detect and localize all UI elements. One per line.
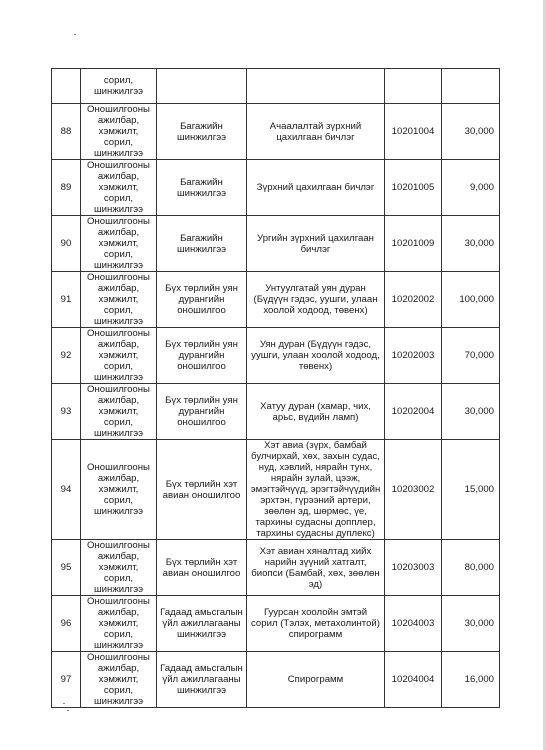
table-row: [52, 596, 500, 652]
table-row: [52, 328, 500, 384]
scan-speck: [63, 703, 65, 704]
price-cell: 80,000: [442, 540, 500, 596]
table-row: [52, 540, 500, 596]
category-text: сорил, шинжилгээ: [93, 75, 144, 97]
service-cell: Ачаалалтай зүрхний цахилгаан бичлэг: [247, 104, 385, 160]
category-cell: Оношилгооны ажилбар, хэмжилт, сорил, шинжилгээ: [81, 384, 157, 440]
table-row: [52, 272, 500, 328]
service-cell: Унтуулгатай уян дуран (Бүдүүн гэдэс, уушги, улаан хоолой ходоод, төвенх): [247, 272, 385, 328]
category-cell: Оношилгооны ажилбар, хэмжилт, сорил, шинжилгээ: [81, 440, 157, 540]
category-cell: Оношилгооны ажилбар, хэмжилт, сорил, шинжилгээ: [81, 160, 157, 216]
group-cell: Бүх төрлийн уян дурангийн оношилгоо: [157, 384, 247, 440]
row-number-cell: [52, 69, 81, 104]
group-cell: Бүх төрлийн хэт авиан оношилгоо: [157, 440, 247, 540]
price-cell: 100,000: [442, 272, 500, 328]
table-row: [52, 160, 500, 216]
row-number-cell: 89: [52, 160, 81, 216]
price-cell: 15,000: [442, 440, 500, 540]
code-cell: 10202002: [385, 272, 442, 328]
group-cell: Гадаад амьсгалын үйл ажиллагааны шинжилгээ: [157, 652, 247, 708]
category-cell: Оношилгооны ажилбар, хэмжилт, сорил, шинжилгээ: [81, 104, 157, 160]
row-number-cell: 96: [52, 596, 81, 652]
category-cell: Оношилгооны ажилбар, хэмжилт, сорил, шинжилгээ: [81, 652, 157, 708]
group-cell: Багажийн шинжилгээ: [157, 104, 247, 160]
code-cell: [385, 69, 442, 104]
row-number-cell: 88: [52, 104, 81, 160]
table-row: [52, 652, 500, 708]
service-cell: Хатуу дуран (хамар, чих, арьс, вүдийн ламп): [247, 384, 385, 440]
code-cell: 10201004: [385, 104, 442, 160]
code-cell: 10204003: [385, 596, 442, 652]
row-number-cell: 90: [52, 216, 81, 272]
code-cell: 10204004: [385, 652, 442, 708]
row-number-cell: 94: [52, 440, 81, 540]
price-cell: 9,000: [442, 160, 500, 216]
code-cell: 10203002: [385, 440, 442, 540]
category-cell: Оношилгооны ажилбар, хэмжилт, сорил, шинжилгээ: [81, 272, 157, 328]
price-cell: 30,000: [442, 104, 500, 160]
service-cell: Гуурсан хоолойн эмтэй сорил (Тэлэх, метахолинтой) спирограмм: [247, 596, 385, 652]
service-cell: Спирограмм: [247, 652, 385, 708]
code-cell: 10201009: [385, 216, 442, 272]
row-number-cell: 93: [52, 384, 81, 440]
price-cell: 30,000: [442, 596, 500, 652]
scan-speck: [67, 710, 69, 711]
price-cell: 16,000: [442, 652, 500, 708]
row-number-cell: 92: [52, 328, 81, 384]
category-cell: Оношилгооны ажилбар, хэмжилт, сорил, шинжилгээ: [81, 596, 157, 652]
service-cell: [247, 69, 385, 104]
group-cell: [157, 69, 247, 104]
group-cell: Бүх төрлийн уян дурангийн оношилгоо: [157, 272, 247, 328]
price-cell: [442, 69, 500, 104]
code-cell: 10201005: [385, 160, 442, 216]
category-cell: Оношилгооны ажилбар, хэмжилт, сорил, шинжилгээ: [81, 216, 157, 272]
price-table: [51, 68, 500, 708]
price-cell: 30,000: [442, 384, 500, 440]
service-cell: Ургийн зүрхний цахилгаан бичлэг: [247, 216, 385, 272]
group-cell: Гадаад амьсгалын үйл ажиллагааны шинжилгээ: [157, 596, 247, 652]
group-cell: Бүх төрлийн хэт авиан оношилгоо: [157, 540, 247, 596]
row-number-cell: 95: [52, 540, 81, 596]
category-cell: Оношилгооны ажилбар, хэмжилт, сорил, шинжилгээ: [81, 540, 157, 596]
category-cell: [81, 69, 157, 104]
service-cell: Уян дуран (Бүдүүн гэдэс, уушги, улаан хоолой ходоод, төвенх): [247, 328, 385, 384]
row-number-cell: 97: [52, 652, 81, 708]
group-cell: Багажийн шинжилгээ: [157, 160, 247, 216]
price-cell: 70,000: [442, 328, 500, 384]
code-cell: 10202003: [385, 328, 442, 384]
scan-speck: [74, 34, 76, 35]
category-cell: Оношилгооны ажилбар, хэмжилт, сорил, шинжилгээ: [81, 328, 157, 384]
code-cell: 10203003: [385, 540, 442, 596]
service-cell: Хэт авиан хяналтад хийх нарийн зүүний хатгалт, биопси (Бамбай, хөх, зөөлөн эд): [247, 540, 385, 596]
table-row: [52, 384, 500, 440]
table-row-fragment: [52, 69, 500, 104]
table-row: [52, 440, 500, 540]
service-cell: Хэт авиа (зүрх, бамбай булчирхай, хөх, захын судас, нуд, хэвлий, нярайн тунх, нярайн зулай, цээж, эмэгтэйчүүд, эрэгтэйчүүдийн эрхтэн, гүрээний артери, зөөлөн эд, шөрмөс, үе, тархины судасны допплер, тархины судасны дуплекс): [247, 440, 385, 540]
table-row: [52, 216, 500, 272]
group-cell: Багажийн шинжилгээ: [157, 216, 247, 272]
service-cell: Зүрхний цахилгаан бичлэг: [247, 160, 385, 216]
table-row: [52, 104, 500, 160]
price-cell: 30,000: [442, 216, 500, 272]
row-number-cell: 91: [52, 272, 81, 328]
group-cell: Бүх төрлийн уян дурангийн оношилгоо: [157, 328, 247, 384]
code-cell: 10202004: [385, 384, 442, 440]
